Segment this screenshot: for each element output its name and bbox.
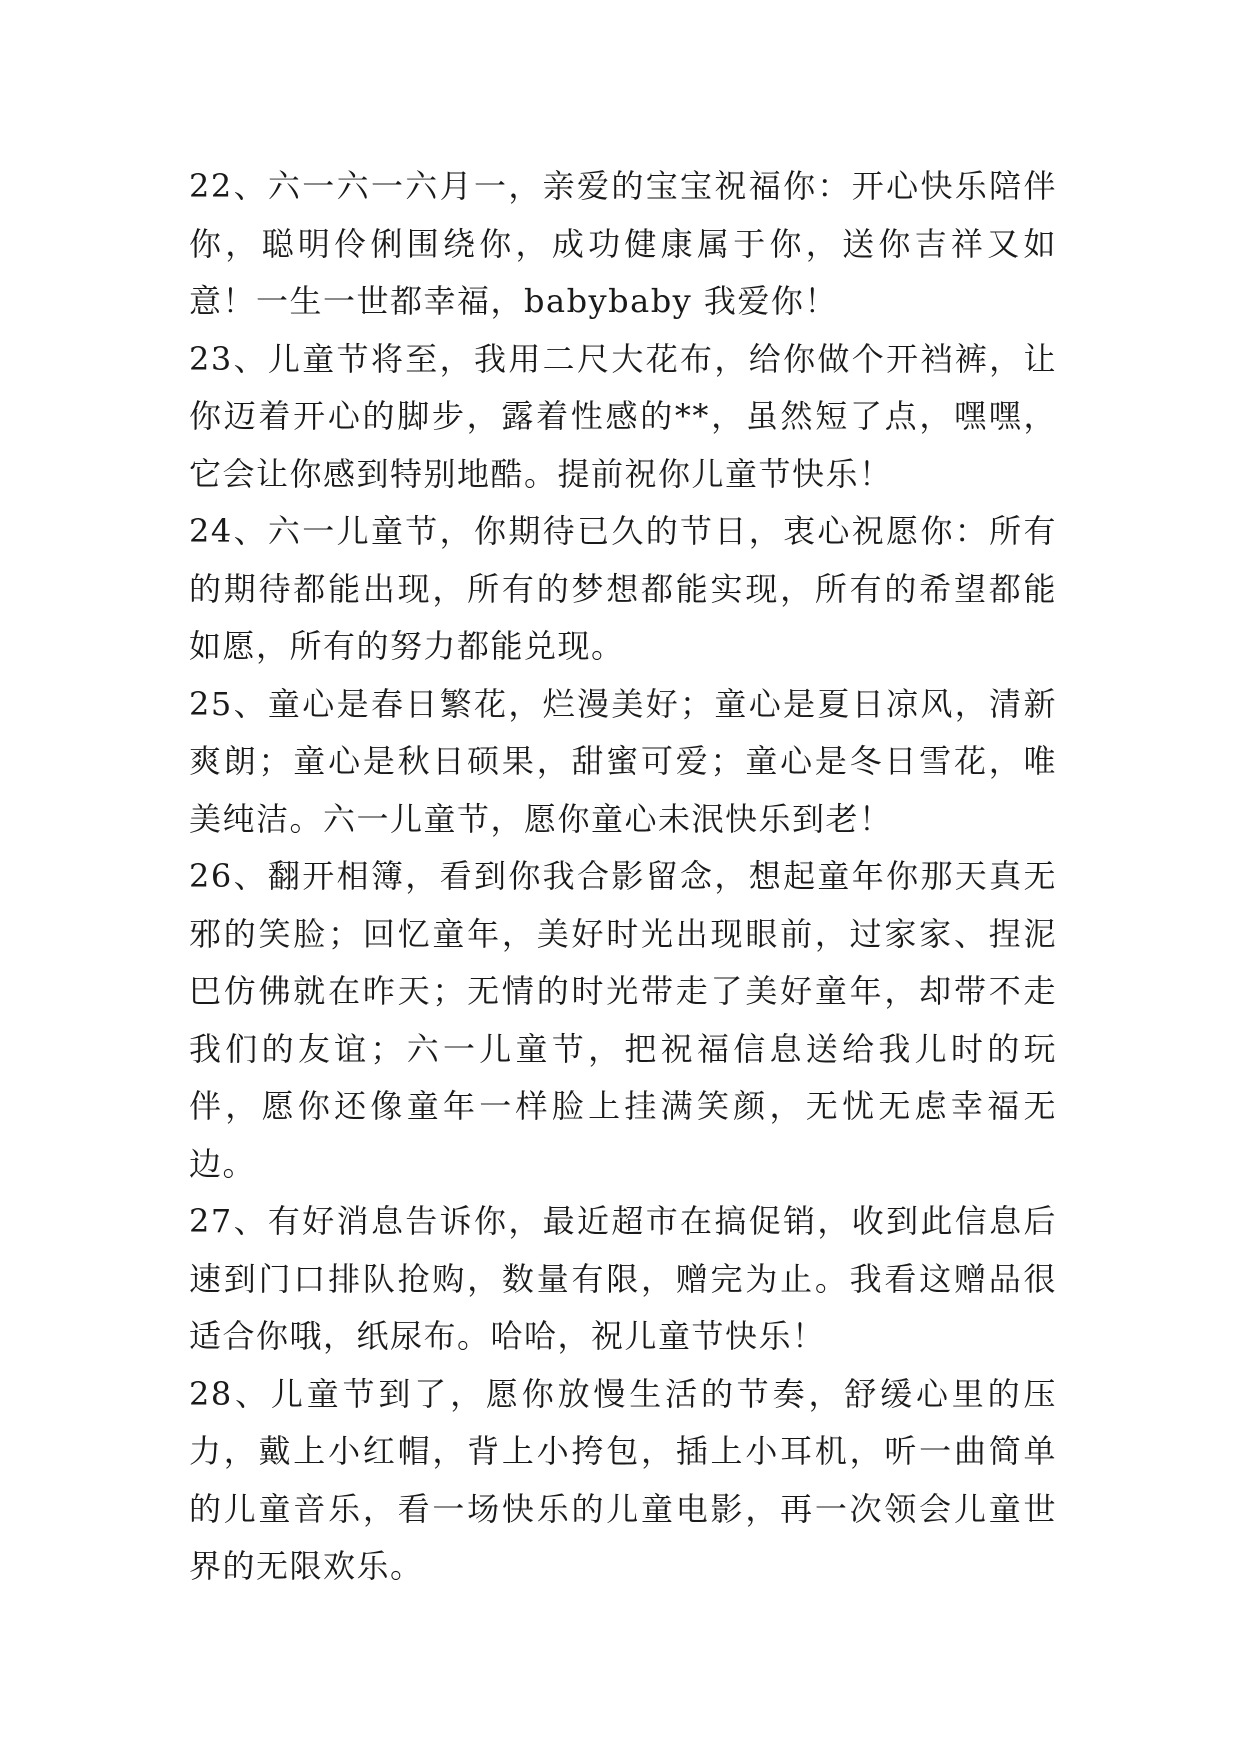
document-body [189, 158, 1057, 1596]
paragraph-25: 25、童心是春日繁花，烂漫美好；童心是夏日凉风，清新爽朗；童心是秋日硕果，甜蜜可爱；童心是冬日雪花，唯美纯洁。六一儿童节，愿你童心未泯快乐到老！ [189, 684, 1057, 838]
paragraph-26: 26、翻开相簿，看到你我合影留念，想起童年你那天真无邪的笑脸；回忆童年，美好时光出现眼前，过家家、捏泥巴仿佛就在昨天；无情的时光带走了美好童年，却带不走我们的友谊；六一儿童节，把祝福信息送给我儿时的玩伴，愿你还像童年一样脸上挂满笑颜，无忧无虑幸福无边。 [189, 857, 1057, 1183]
paragraph-27: 27、有好消息告诉你，最近超市在搞促销，收到此信息后速到门口排队抢购，数量有限，赠完为止。我看这赠品很适合你哦，纸尿布。哈哈，祝儿童节快乐！ [189, 1202, 1057, 1355]
paragraph-22: 22、六一六一六月一，亲爱的宝宝祝福你：开心快乐陪伴你，聪明伶俐围绕你，成功健康属于你，送你吉祥又如意！一生一世都幸福，babybaby 我爱你！ [189, 167, 1057, 320]
paragraph-23: 23、儿童节将至，我用二尺大花布，给你做个开裆裤，让你迈着开心的脚步，露着性感的**，虽然短了点，嘿嘿，它会让你感到特别地酷。提前祝你儿童节快乐！ [189, 339, 1057, 493]
paragraph-28: 28、儿童节到了，愿你放慢生活的节奏，舒缓心里的压力，戴上小红帽，背上小挎包，插上小耳机，听一曲简单的儿童音乐，看一场快乐的儿童电影，再一次领会儿童世界的无限欢乐。 [189, 1374, 1057, 1585]
paragraph-24: 24、六一儿童节，你期待已久的节日，衷心祝愿你：所有的期待都能出现，所有的梦想都能实现，所有的希望都能如愿，所有的努力都能兑现。 [189, 512, 1057, 665]
